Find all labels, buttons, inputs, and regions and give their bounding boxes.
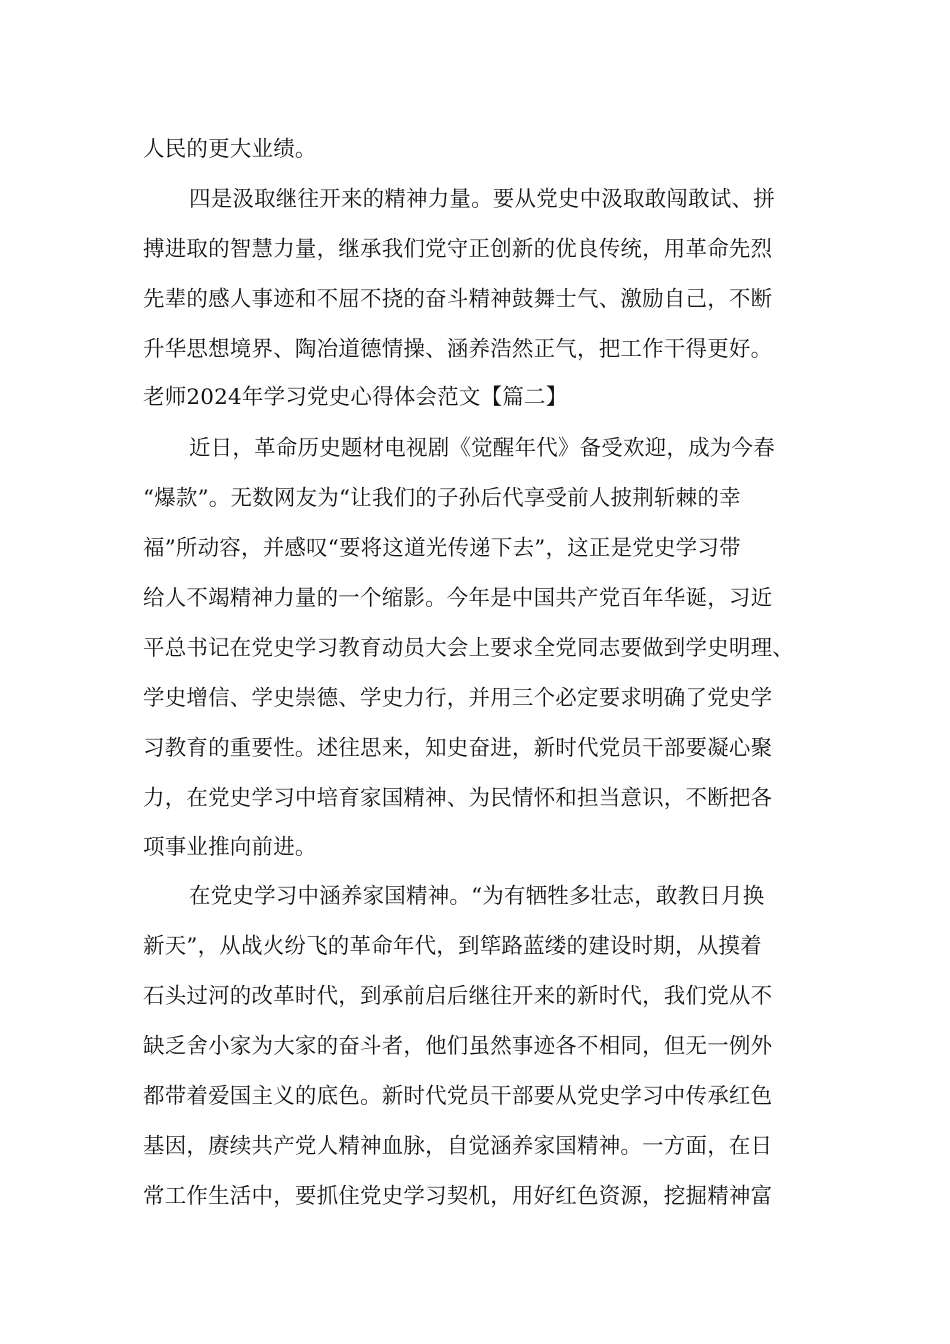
paragraph-line: 先辈的感人事迹和不屈不挠的奋斗精神鼓舞士气、激励自己，不断 xyxy=(143,287,773,312)
paragraph-line: “爆款”。无数网友为“让我们的子孙后代享受前人披荆斩棘的幸 xyxy=(143,486,741,511)
paragraph-line: 石头过河的改革时代，到承前启后继往开来的新时代，我们党从不 xyxy=(143,984,773,1009)
paragraph-line: 给人不竭精神力量的一个缩影。今年是中国共产党百年华诞，习近 xyxy=(143,586,773,611)
section-heading: 老师2024年学习党史心得体会范文【篇二】 xyxy=(143,385,568,410)
paragraph-line: 项事业推向前进。 xyxy=(143,835,317,860)
paragraph-line: 在党史学习中涵养家国精神。“为有牺牲多壮志，敢教日月换 xyxy=(189,884,765,909)
paragraph-line: 常工作生活中，要抓住党史学习契机，用好红色资源，挖掘精神富 xyxy=(143,1184,773,1209)
paragraph-line: 基因，赓续共产党人精神血脉，自觉涵养家国精神。一方面，在日 xyxy=(143,1134,773,1159)
paragraph-line: 缺乏舍小家为大家的奋斗者，他们虽然事迹各不相同，但无一例外 xyxy=(143,1034,773,1059)
paragraph-line: 升华思想境界、陶冶道德情操、涵养浩然正气，把工作干得更好。 xyxy=(143,337,773,362)
paragraph-line: 习教育的重要性。述往思来，知史奋进，新时代党员干部要凝心聚 xyxy=(143,736,773,761)
paragraph-line: 四是汲取继往开来的精神力量。要从党史中汲取敢闯敢试、拼 xyxy=(189,187,775,212)
paragraph-line: 力，在党史学习中培育家国精神、为民情怀和担当意识，不断把各 xyxy=(143,786,773,811)
paragraph-line: 都带着爱国主义的底色。新时代党员干部要从党史学习中传承红色 xyxy=(143,1084,773,1109)
paragraph-line: 平总书记在党史学习教育动员大会上要求全党同志要做到学史明理、 xyxy=(143,636,795,661)
paragraph-line: 学史增信、学史崇德、学史力行，并用三个必定要求明确了党史学 xyxy=(143,686,773,711)
paragraph-line: 人民的更大业绩。 xyxy=(143,137,317,162)
paragraph-line: 搏进取的智慧力量，继承我们党守正创新的优良传统，用革命先烈 xyxy=(143,237,773,262)
paragraph-line: 新天”，从战火纷飞的革命年代，到筚路蓝缕的建设时期，从摸着 xyxy=(143,934,762,959)
paragraph-line: 福”所动容，并感叹“要将这道光传递下去”，这正是党史学习带 xyxy=(143,536,741,561)
paragraph-line: 近日，革命历史题材电视剧《觉醒年代》备受欢迎，成为今春 xyxy=(189,436,775,461)
